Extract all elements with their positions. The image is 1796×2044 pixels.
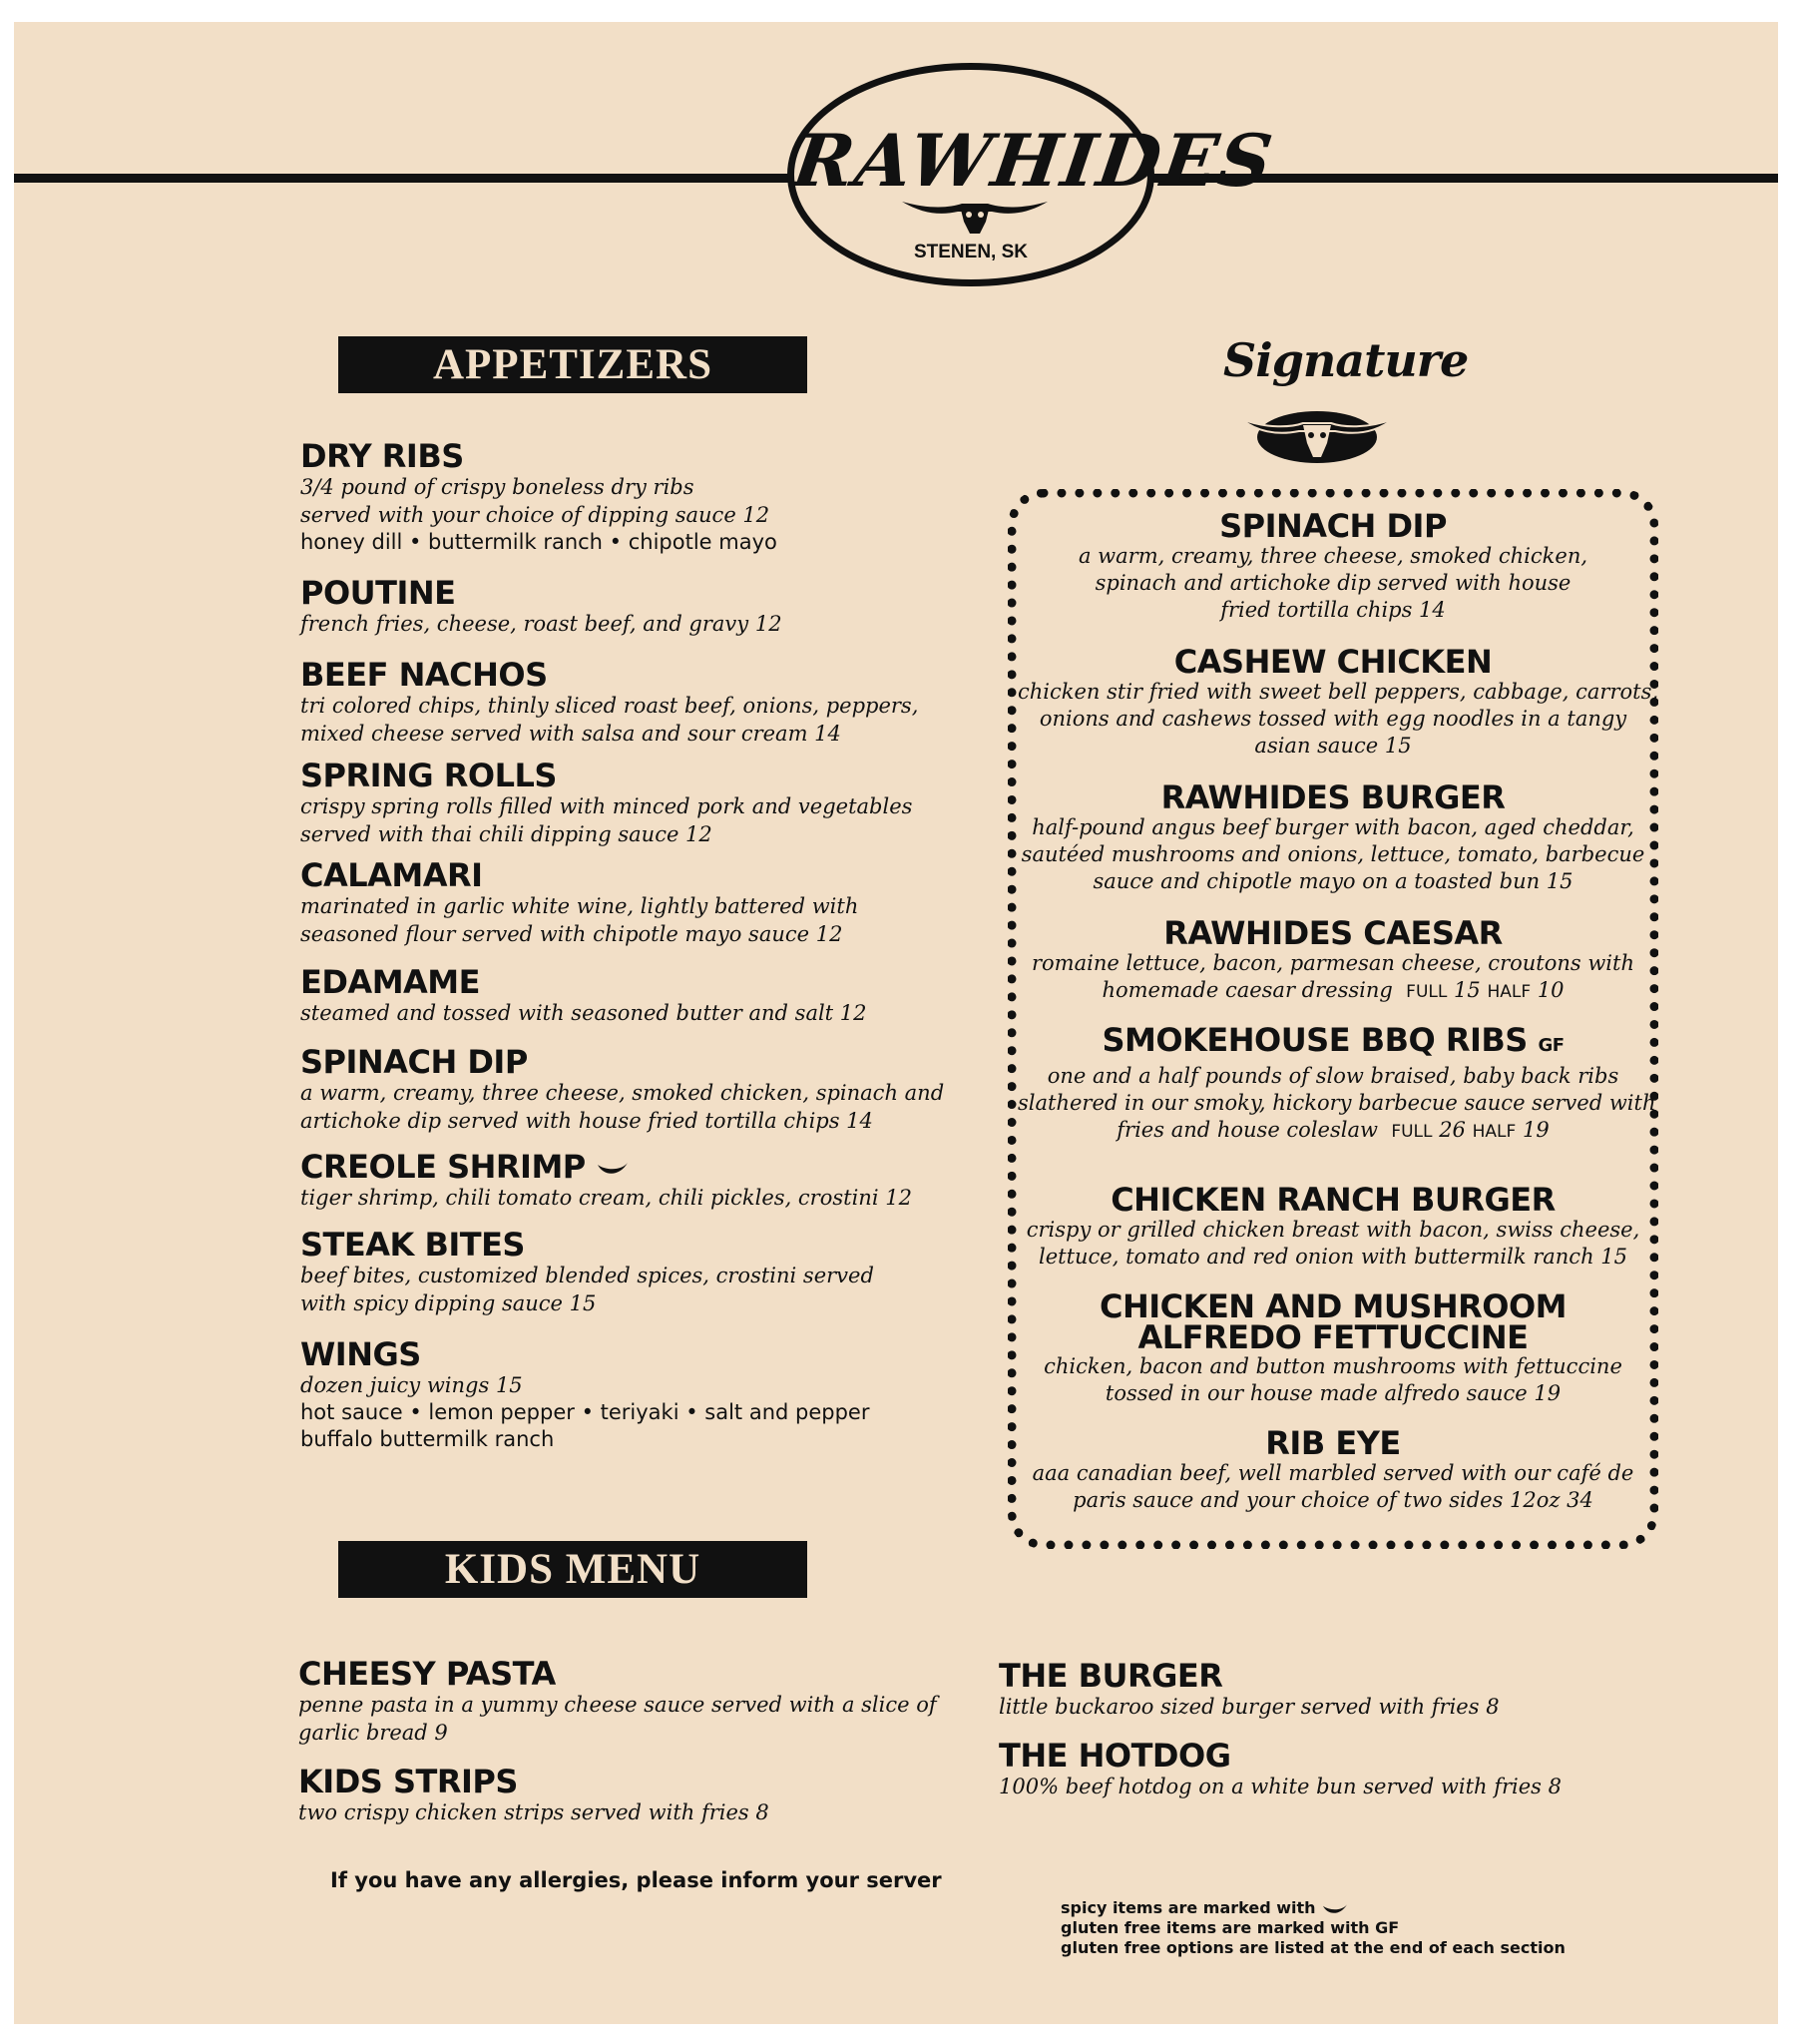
item-description: seasoned flour served with chipotle mayo sauce 12 — [300, 922, 843, 946]
item-name: CHEESY PASTA — [298, 1655, 556, 1693]
item-description: garlic bread 9 — [298, 1721, 448, 1745]
item-description: 3/4 pound of crispy boneless dry ribs — [300, 475, 694, 499]
item-name: CALAMARI — [300, 856, 483, 894]
signature-heading: Signature — [1223, 333, 1469, 387]
item-options: buffalo buttermilk ranch — [300, 1427, 555, 1451]
item-description: homemade caesar dressing — [1102, 978, 1393, 1002]
legend-options: gluten free options are listed at the end of each section — [1061, 1938, 1566, 1957]
item-description: little buckaroo sized burger served with fries 8 — [999, 1695, 1500, 1719]
menu-item — [300, 1337, 870, 1453]
size-label: FULL — [1406, 982, 1448, 1002]
item-description: sautéed mushrooms and onions, lettuce, tomato, barbecue — [1021, 842, 1645, 866]
menu-item — [1018, 780, 1648, 895]
item-description: two crispy chicken strips served with fries 8 — [298, 1800, 769, 1824]
rawhides-logo — [787, 63, 1279, 286]
item-name: SPINACH DIP — [300, 1043, 528, 1081]
menu-item — [300, 658, 918, 748]
item-description: tiger shrimp, chili tomato cream, chili pickles, crostini 12 — [300, 1186, 912, 1210]
item-description: tri colored chips, thinly sliced roast beef, onions, peppers, — [300, 694, 919, 718]
item-name: EDAMAME — [300, 963, 480, 1001]
item-name: THE BURGER — [999, 1657, 1223, 1695]
item-description: paris sauce and your choice of two sides 12oz 34 — [1073, 1488, 1593, 1512]
longhorn-skull-icon — [1237, 399, 1397, 469]
menu-item — [300, 1150, 912, 1212]
size-label: FULL — [1391, 1122, 1433, 1142]
menu-item — [1018, 509, 1648, 624]
item-name: DRY RIBS — [300, 437, 464, 475]
item-options: honey dill • buttermilk ranch • chipotle mayo — [300, 530, 777, 554]
appetizers-heading: APPETIZERS — [338, 336, 807, 393]
item-name: POUTINE — [300, 574, 456, 612]
item-name: RAWHIDES CAESAR — [1163, 914, 1503, 952]
item-description: crispy or grilled chicken breast with bacon, swiss cheese, — [1026, 1218, 1640, 1242]
gluten-free-badge: GF — [1538, 1035, 1565, 1056]
gluten-free-badge: GF — [1375, 1918, 1400, 1937]
item-description: dozen juicy wings 15 — [300, 1373, 523, 1397]
item-description: spinach and artichoke dip served with house — [1095, 571, 1572, 595]
item-description: one and a half pounds of slow braised, baby back ribs — [1047, 1064, 1619, 1088]
legend-spicy-row — [1061, 1898, 1566, 1918]
item-description: 100% beef hotdog on a white bun served with fries 8 — [999, 1775, 1562, 1798]
item-description: a warm, creamy, three cheese, smoked chicken, — [1078, 544, 1588, 568]
size-price: 15 — [1454, 978, 1481, 1002]
item-description: french fries, cheese, roast beef, and gravy 12 — [300, 612, 782, 636]
size-price: 19 — [1522, 1118, 1550, 1142]
item-name-row — [300, 1150, 912, 1184]
menu-item — [300, 1228, 874, 1317]
longhorn-skull-icon — [900, 188, 1050, 238]
item-name: STEAK BITES — [300, 1226, 525, 1264]
item-description: aaa canadian beef, well marbled served with our café de — [1032, 1461, 1634, 1485]
item-description: slathered in our smoky, hickory barbecue sauce served with — [1018, 1091, 1656, 1115]
size-label: HALF — [1487, 982, 1532, 1002]
legend — [1061, 1898, 1566, 1958]
item-description: sauce and chipotle mayo on a toasted bun 15 — [1093, 869, 1573, 893]
menu-item — [1018, 1183, 1648, 1271]
item-description: penne pasta in a yummy cheese sauce served with a slice of — [298, 1693, 937, 1717]
item-name: CASHEW CHICKEN — [1173, 643, 1493, 681]
item-options: hot sauce • lemon pepper • teriyaki • salt and pepper — [300, 1400, 870, 1424]
item-description: asian sauce 15 — [1254, 734, 1412, 758]
item-name: SPINACH DIP — [1219, 507, 1447, 545]
item-description: a warm, creamy, three cheese, smoked chicken, spinach and — [300, 1081, 945, 1105]
menu-item — [999, 1659, 1500, 1721]
item-name-row — [1018, 1023, 1648, 1063]
menu-item — [300, 1045, 944, 1135]
menu-page — [14, 22, 1778, 2024]
item-description-row — [1018, 977, 1648, 1006]
item-description: fried tortilla chips 14 — [1220, 598, 1446, 622]
item-description: lettuce, tomato and red onion with buttermilk ranch 15 — [1039, 1245, 1627, 1269]
item-name: KIDS STRIPS — [298, 1763, 518, 1800]
item-description: steamed and tossed with seasoned butter and salt 12 — [300, 1001, 867, 1025]
item-description: tossed in our house made alfredo sauce 19 — [1105, 1381, 1562, 1405]
menu-item — [300, 576, 782, 638]
legend-spicy: spicy items are marked with — [1061, 1898, 1316, 1917]
chili-pepper-icon — [1321, 1901, 1349, 1917]
kids-menu-heading: KIDS MENU — [338, 1541, 807, 1598]
item-name: CHICKEN AND MUSHROOM — [1099, 1287, 1568, 1325]
size-price: 10 — [1537, 978, 1565, 1002]
logo-location: STENEN, SK — [913, 242, 1029, 262]
item-description: served with your choice of dipping sauce 12 — [300, 503, 770, 527]
item-name: CREOLE SHRIMP — [300, 1148, 586, 1186]
item-name: CHICKEN RANCH BURGER — [1111, 1181, 1556, 1219]
item-description: mixed cheese served with salsa and sour cream 14 — [300, 722, 841, 746]
item-description-row — [1018, 1117, 1648, 1146]
chili-pepper-icon — [596, 1159, 630, 1179]
item-description: marinated in garlic white wine, lightly battered with — [300, 894, 859, 918]
logo-wordmark: RAWHIDES — [788, 118, 1279, 203]
item-description: fries and house coleslaw — [1117, 1118, 1378, 1142]
item-description: beef bites, customized blended spices, crostini served — [300, 1264, 874, 1287]
item-name: BEEF NACHOS — [300, 656, 548, 694]
menu-item — [300, 439, 777, 556]
menu-item — [1018, 1021, 1656, 1146]
menu-item — [1018, 916, 1648, 1006]
item-name: SMOKEHOUSE BBQ RIBS — [1102, 1021, 1528, 1059]
menu-item — [300, 858, 858, 948]
menu-item — [1018, 643, 1659, 760]
item-name: ALFREDO FETTUCCINE — [1137, 1318, 1529, 1356]
item-description: romaine lettuce, bacon, parmesan cheese, croutons with — [1031, 951, 1634, 975]
menu-item — [1018, 1287, 1648, 1407]
item-name: SPRING ROLLS — [300, 757, 557, 794]
legend-gf: gluten free items are marked with — [1061, 1918, 1370, 1937]
item-name: THE HOTDOG — [999, 1737, 1231, 1775]
item-description: artichoke dip served with house fried tortilla chips 14 — [300, 1109, 873, 1133]
legend-gf-row — [1061, 1918, 1566, 1938]
item-description: chicken stir fried with sweet bell peppers, cabbage, carrots, — [1018, 680, 1659, 704]
item-description: onions and cashews tossed with egg noodles in a tangy — [1039, 707, 1627, 731]
menu-item — [300, 759, 912, 848]
allergy-note: If you have any allergies, please inform your server — [330, 1868, 942, 1892]
menu-item — [1018, 1426, 1648, 1514]
item-description: crispy spring rolls filled with minced pork and vegetables — [300, 794, 913, 818]
menu-item — [300, 965, 867, 1027]
item-name: RIB EYE — [1265, 1424, 1401, 1462]
item-name: RAWHIDES BURGER — [1160, 778, 1506, 816]
size-label: HALF — [1472, 1122, 1517, 1142]
menu-item — [298, 1657, 937, 1747]
item-description: with spicy dipping sauce 15 — [300, 1291, 597, 1315]
menu-item — [298, 1765, 769, 1826]
item-description: half-pound angus beef burger with bacon, aged cheddar, — [1032, 815, 1634, 839]
menu-item — [999, 1739, 1562, 1800]
item-description: chicken, bacon and button mushrooms with fettuccine — [1044, 1354, 1622, 1378]
size-price: 26 — [1439, 1118, 1466, 1142]
item-description: served with thai chili dipping sauce 12 — [300, 822, 712, 846]
item-name: WINGS — [300, 1335, 421, 1373]
